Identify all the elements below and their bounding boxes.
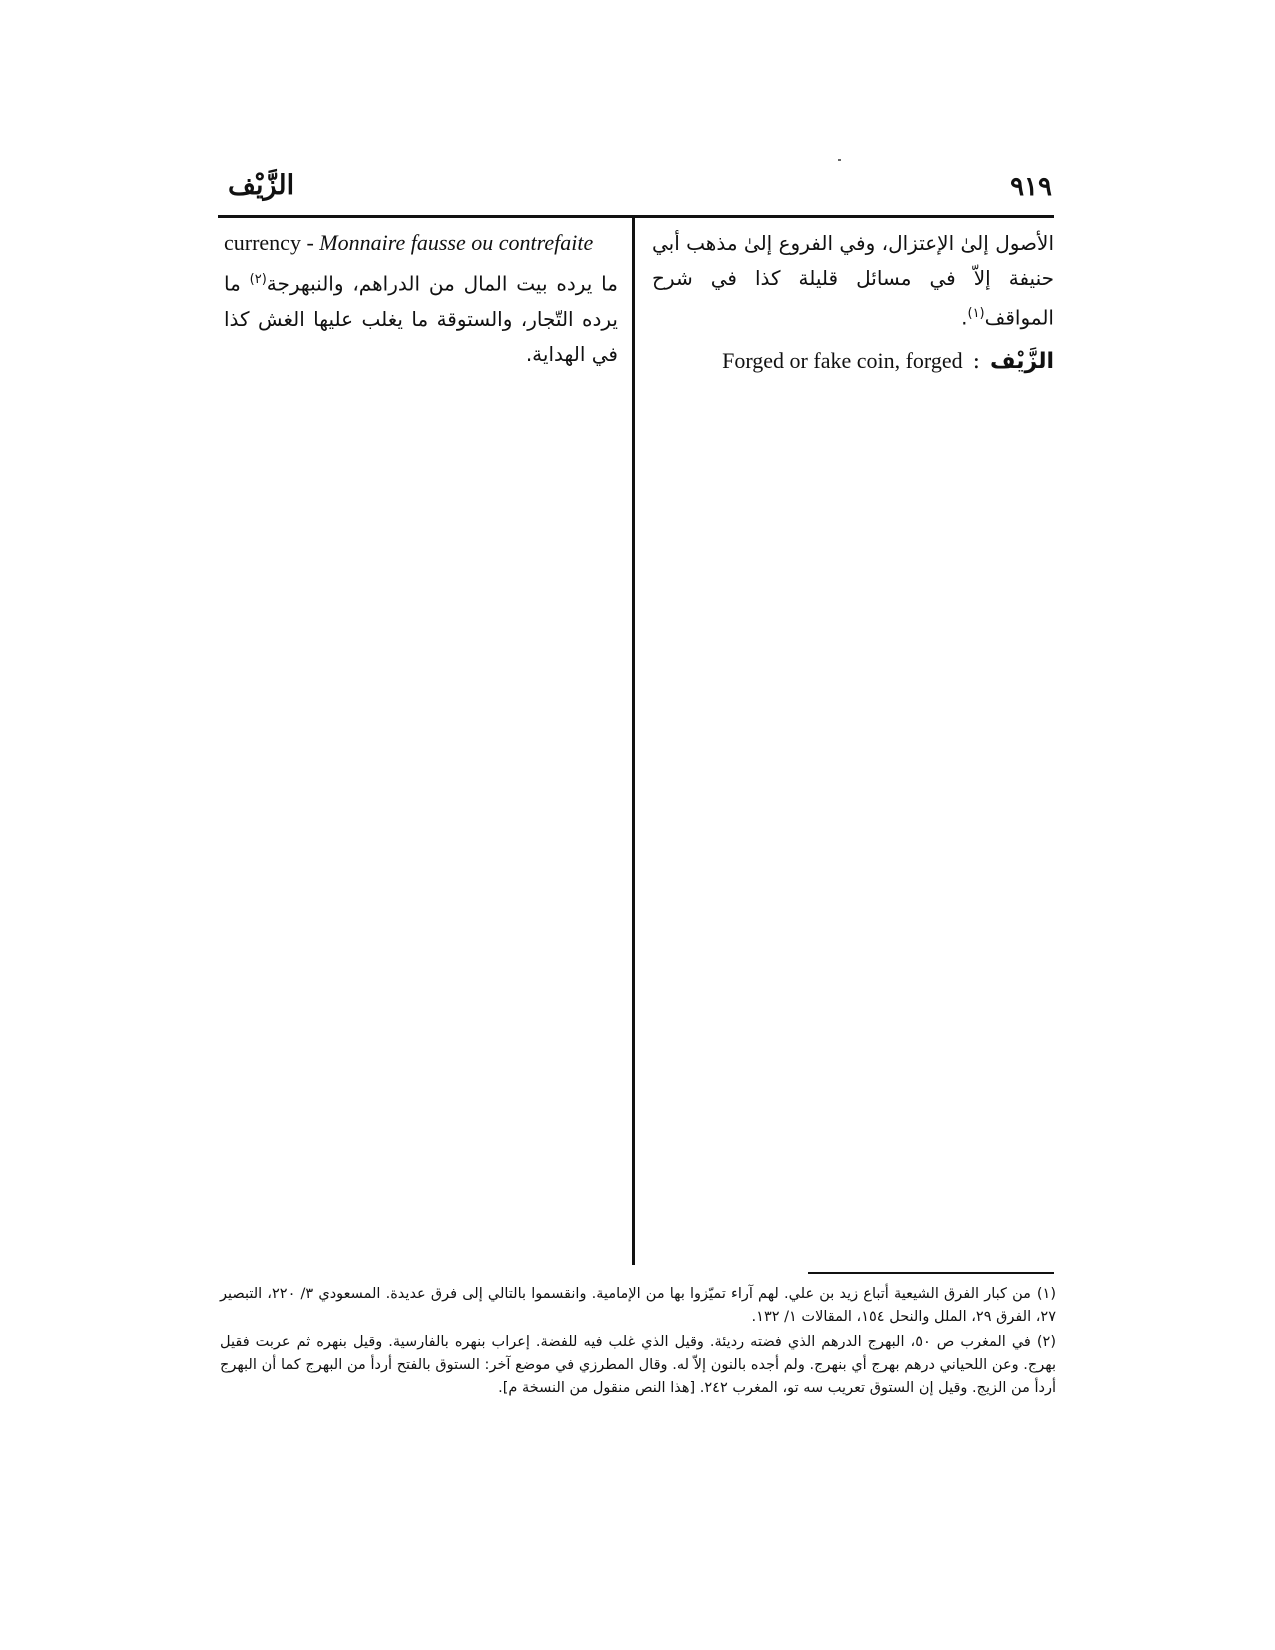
- english-continuation: currency -: [224, 230, 320, 255]
- header-rule: [218, 215, 1054, 218]
- definition-part-b: ما يرده التّجار، والستوقة ما يغلب عليها الغش كذا في الهداية.: [224, 271, 618, 366]
- left-column: [224, 226, 618, 372]
- paragraph-end: .: [961, 305, 968, 330]
- page-number: ٩١٩: [1010, 172, 1052, 202]
- definition-part-a: ما يرده بيت المال من الدراهم، والنبهرجة: [266, 271, 618, 296]
- footnote-rule: [808, 1272, 1054, 1274]
- french-translation: Monnaire fausse ou contrefaite: [319, 230, 594, 255]
- footnote-text: من كبار الفرق الشيعية أتباع زيد بن علي. لهم آراء تميّزوا بها من الإمامية. وانقسموا بالتالي إلى فرق عديدة. المسعودي ٣/ ٢٢٠، التبصير ٢٧، الفرق ٢٩، الملل والنحل ١٥٤، المقالات ١/ ١٣٢.: [220, 1286, 1056, 1325]
- entry-english: Forged or fake coin, forged: [722, 347, 963, 373]
- running-title: الزَّيْف: [228, 170, 295, 201]
- footnote-number: (١): [1036, 1286, 1057, 1302]
- entry-separator: :: [972, 348, 981, 374]
- right-column-paragraph: [652, 226, 1054, 336]
- right-column: [652, 226, 1054, 374]
- footnote-2: [220, 1331, 1056, 1400]
- definition-paragraph: [224, 262, 618, 372]
- entry-term: الزَّيْف: [990, 348, 1054, 374]
- footnote-text: في المغرب ص ٥٠، البهرج الدرهم الذي فضته رديئة. وقيل الذي غلب فيه للفضة. إعراب بنهره بالفارسية. وقيل بنهره ثم عربت فقيل بهرج. وعن اللحياني درهم بهرج أي بنهرج. ولم أجده بالنون إلاّ له. وقال المطرزي في موضع آخر: الستوق بالفتح أردأ من البهرج كما أن البهرج أردأ من الزيج. وقيل إن الستوق تعريب سه تو، المغرب ٢٤٢. [هذا النص منقول من النسخة م].: [220, 1334, 1056, 1396]
- column-divider: [632, 218, 635, 1265]
- footnotes: [220, 1283, 1056, 1402]
- footnote-ref-1: (١): [967, 306, 985, 321]
- footnote-number: (٢): [1036, 1334, 1056, 1350]
- translation-line: [224, 230, 618, 256]
- footnote-ref-2: (٢): [249, 272, 267, 287]
- paragraph-text: الأصول إلىٰ الإعتزال، وفي الفروع إلىٰ مذهب أبي حنيفة إلاّ في مسائل قليلة كذا في شرح المواقف: [652, 231, 1054, 330]
- speck: [838, 159, 841, 161]
- entry-headword-line: [652, 348, 1054, 374]
- footnote-1: [220, 1283, 1056, 1329]
